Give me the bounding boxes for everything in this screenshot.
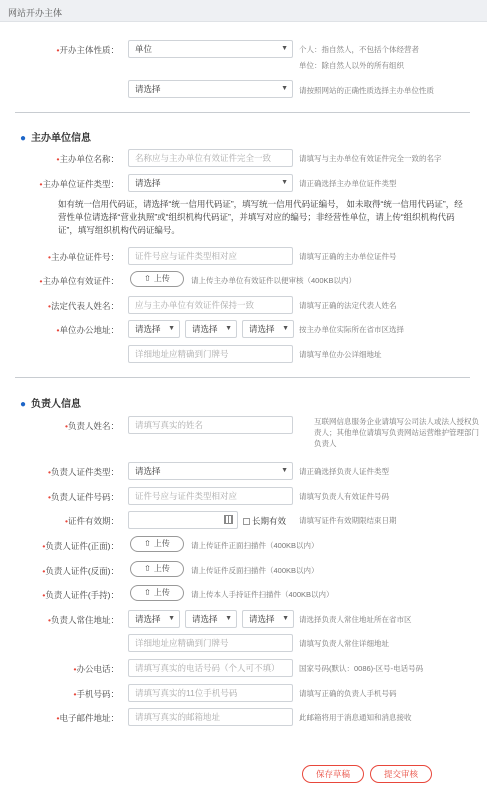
legal-rep-label: •法定代表人姓名： bbox=[48, 301, 119, 311]
org-type-select[interactable]: 单位 ▼ bbox=[128, 40, 293, 58]
chevron-down-icon: ▼ bbox=[168, 325, 175, 332]
chevron-down-icon: ▼ bbox=[281, 45, 288, 52]
validity-hint: 请填写证件有效期限结束日期 bbox=[299, 516, 397, 525]
handheld-upload-button[interactable]: ⇧ 上传 bbox=[130, 585, 184, 601]
back-label: •负责人证件(反面)： bbox=[42, 566, 119, 576]
email-hint: 此邮箱将用于消息通知和消息接收 bbox=[299, 713, 412, 722]
chevron-down-icon: ▼ bbox=[225, 615, 232, 622]
checkbox-icon bbox=[243, 518, 250, 525]
unit-cert-file-hint: 请上传主办单位有效证件以便审核（400KB以内） bbox=[191, 276, 357, 285]
legal-rep-hint: 请填写正确的法定代表人姓名 bbox=[299, 301, 397, 310]
back-upload-button[interactable]: ⇧ 上传 bbox=[130, 561, 184, 577]
chevron-down-icon: ▼ bbox=[282, 325, 289, 332]
chevron-down-icon: ▼ bbox=[281, 467, 288, 474]
mobile-input[interactable]: 请填写真实的11位手机号码 bbox=[128, 684, 293, 702]
person-cert-type-label: •负责人证件类型： bbox=[48, 467, 119, 477]
org-type-hint-1: 个人：指自然人，不包括个体经营者 bbox=[299, 45, 419, 54]
validity-date-input[interactable] bbox=[128, 511, 238, 529]
submit-review-button[interactable]: 提交审核 bbox=[370, 765, 432, 783]
divider bbox=[15, 112, 470, 113]
cert-instructions: 如有统一信用代码证，请选择“统一信用代码证”，填写统一信用代码证编号， 如未取得“统一信用代码证”，经营性单位请选择“营业执照”或“组织机构代码证”，并填写对应的编号；非经营性单位，请上传“组织机构代码证”，填写组织机构代码证编号。 bbox=[58, 199, 463, 235]
person-address-detail-input[interactable]: 详细地址应精确到门牌号 bbox=[128, 634, 293, 652]
legal-rep-input[interactable]: 应与主办单位有效证件保持一致 bbox=[128, 296, 293, 314]
phone-label: •办公电话： bbox=[73, 664, 119, 674]
chevron-down-icon: ▼ bbox=[168, 615, 175, 622]
upload-icon: ⇧ bbox=[144, 588, 151, 597]
unit-address-label: •单位办公地址： bbox=[56, 325, 119, 335]
upload-icon: ⇧ bbox=[144, 564, 151, 573]
chevron-down-icon: ▼ bbox=[281, 179, 288, 186]
unit-name-label: •主办单位名称： bbox=[56, 154, 119, 164]
long-term-checkbox[interactable]: 长期有效 bbox=[243, 515, 286, 527]
handheld-hint: 请上传本人手持证件扫描件（400KB以内） bbox=[191, 590, 334, 599]
person-address-label: •负责人常住地址： bbox=[48, 615, 119, 625]
org-nature-hint: 请按照网站的正确性质选择主办单位性质 bbox=[299, 86, 434, 95]
unit-cert-type-select[interactable]: 请选择 ▼ bbox=[128, 174, 293, 192]
unit-district-select[interactable]: 请选择 ▼ bbox=[242, 320, 294, 338]
phone-input[interactable]: 请填写真实的电话号码（个人可不填） bbox=[128, 659, 293, 677]
unit-address-detail-input[interactable]: 详细地址应精确到门牌号 bbox=[128, 345, 293, 363]
unit-cert-type-hint: 请正确选择主办单位证件类型 bbox=[299, 179, 397, 188]
phone-hint: 国家号码(默认：0086)-区号-电话号码 bbox=[299, 664, 424, 673]
handheld-label: •负责人证件(手持)： bbox=[42, 590, 119, 600]
person-name-hint: 互联网信息服务企业请填写公司法人或法人授权负责人；其他单位请填写负责网站运营维护管理部门负责人 bbox=[314, 417, 479, 448]
header-title: 网站开办主体 bbox=[8, 8, 63, 18]
person-cert-no-input[interactable]: 证件号应与证件类型相对应 bbox=[128, 487, 293, 505]
person-cert-type-hint: 请正确选择负责人证件类型 bbox=[299, 467, 389, 476]
chevron-down-icon: ▼ bbox=[281, 85, 288, 92]
validity-label: •证件有效期： bbox=[65, 516, 119, 526]
person-city-select[interactable]: 请选择 ▼ bbox=[185, 610, 237, 628]
person-cert-no-hint: 请填写负责人有效证件号码 bbox=[299, 492, 389, 501]
unit-name-hint: 请填写与主办单位有效证件完全一致的名字 bbox=[299, 154, 442, 163]
person-section-title: ● 负责人信息 bbox=[20, 399, 82, 410]
mobile-label: •手机号码： bbox=[73, 689, 119, 699]
unit-cert-no-label: •主办单位证件号： bbox=[48, 252, 119, 262]
person-name-label: •负责人姓名： bbox=[65, 421, 119, 431]
unit-address-detail-hint: 请填写单位办公详细地址 bbox=[299, 350, 382, 359]
unit-city-select[interactable]: 请选择 ▼ bbox=[185, 320, 237, 338]
upload-icon: ⇧ bbox=[144, 539, 151, 548]
front-label: •负责人证件(正面)： bbox=[42, 541, 119, 551]
unit-section-title: ● 主办单位信息 bbox=[20, 133, 92, 144]
person-cert-type-select[interactable]: 请选择 ▼ bbox=[128, 462, 293, 480]
unit-cert-file-label: •主办单位有效证件： bbox=[39, 276, 119, 286]
email-label: •电子邮件地址： bbox=[56, 713, 119, 723]
unit-name-input[interactable]: 名称应与主办单位有效证件完全一致 bbox=[128, 149, 293, 167]
person-name-input[interactable]: 请填写真实的姓名 bbox=[128, 416, 293, 434]
person-address-detail-hint: 请填写负责人常住详细地址 bbox=[299, 639, 389, 648]
org-type-label: •开办主体性质： bbox=[56, 45, 119, 55]
org-type-hint-2: 单位：除自然人以外的所有组织 bbox=[299, 61, 404, 70]
unit-cert-type-label: •主办单位证件类型： bbox=[39, 179, 119, 189]
mobile-hint: 请填写正确的负责人手机号码 bbox=[299, 689, 397, 698]
unit-cert-upload-button[interactable]: ⇧ 上传 bbox=[130, 271, 184, 287]
person-address-hint: 请选择负责人常住地址所在省市区 bbox=[299, 615, 412, 624]
chevron-down-icon: ▼ bbox=[225, 325, 232, 332]
person-cert-no-label: •负责人证件号码： bbox=[48, 492, 119, 502]
save-draft-button[interactable]: 保存草稿 bbox=[302, 765, 364, 783]
org-nature-select[interactable]: 请选择 ▼ bbox=[128, 80, 293, 98]
chevron-down-icon: ▼ bbox=[282, 615, 289, 622]
email-input[interactable]: 请填写真实的邮箱地址 bbox=[128, 708, 293, 726]
calendar-icon bbox=[224, 515, 233, 524]
back-hint: 请上传证件反面扫描件（400KB以内） bbox=[191, 566, 319, 575]
front-upload-button[interactable]: ⇧ 上传 bbox=[130, 536, 184, 552]
unit-cert-no-hint: 请填写正确的主办单位证件号 bbox=[299, 252, 397, 261]
divider bbox=[15, 377, 470, 378]
front-hint: 请上传证件正面扫描件（400KB以内） bbox=[191, 541, 319, 550]
upload-icon: ⇧ bbox=[144, 274, 151, 283]
person-district-select[interactable]: 请选择 ▼ bbox=[242, 610, 294, 628]
unit-address-hint: 按主办单位实际所在省市区选择 bbox=[299, 325, 404, 334]
section-header bbox=[0, 0, 487, 22]
unit-cert-no-input[interactable]: 证件号应与证件类型相对应 bbox=[128, 247, 293, 265]
person-province-select[interactable]: 请选择 ▼ bbox=[128, 610, 180, 628]
unit-province-select[interactable]: 请选择 ▼ bbox=[128, 320, 180, 338]
